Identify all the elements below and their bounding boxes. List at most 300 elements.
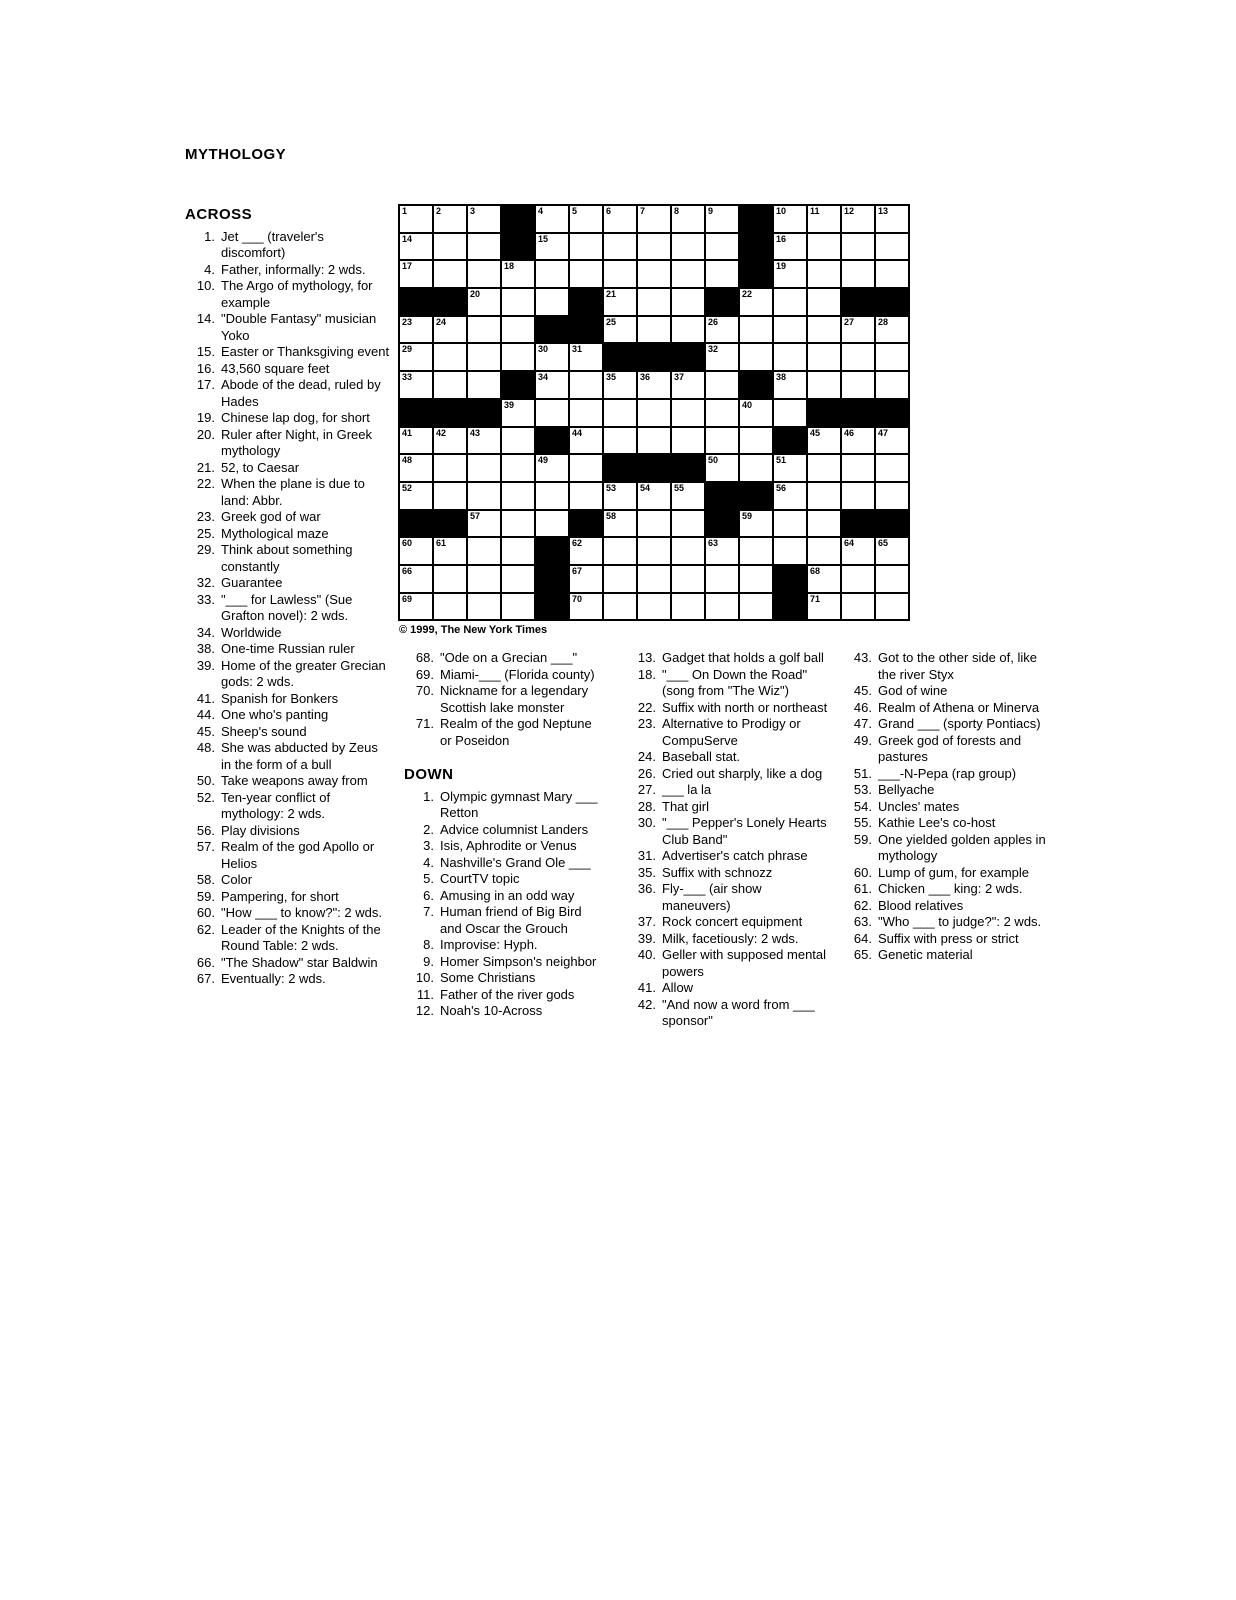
clue-text: Blood relatives — [878, 897, 964, 913]
clue-number: 9. — [423, 953, 434, 969]
grid-cell-r6c1 — [400, 344, 432, 370]
clue-across-22 — [185, 476, 391, 509]
grid-cell-r4c8 — [638, 289, 670, 315]
clue-text: Improvise: Hyph. — [440, 937, 538, 952]
grid-cell-r12c8 — [638, 511, 670, 537]
grid-cell-r11c8 — [638, 483, 670, 509]
grid-cell-r9c10 — [706, 428, 738, 454]
black-cell-r8c13 — [808, 400, 840, 426]
grid-cell-r1c7 — [604, 206, 636, 232]
black-cell-r4c15 — [876, 289, 908, 315]
clue-number: 67. — [196, 971, 215, 986]
cell-number: 54 — [640, 482, 651, 493]
clue-down-4 — [404, 855, 604, 872]
grid-cell-r14c14 — [842, 566, 874, 592]
cell-number: 20 — [470, 289, 481, 300]
clue-number: 4. — [204, 261, 215, 277]
grid-cell-r14c13 — [808, 566, 840, 592]
grid-cell-r8c11 — [740, 400, 772, 426]
grid-cell-r11c7 — [604, 483, 636, 509]
black-cell-r2c11 — [740, 234, 772, 260]
clue-text: Olympic gymnast Mary ___ Retton — [440, 788, 598, 820]
clue-text: Home of the greater Grecian gods: 2 wds. — [221, 657, 386, 689]
grid-cell-r8c7 — [604, 400, 636, 426]
clue-text: Think about something constantly — [221, 542, 353, 574]
clue-down-27 — [626, 782, 830, 799]
black-cell-r11c11 — [740, 483, 772, 509]
grid-cell-r5c9 — [672, 317, 704, 343]
cell-number: 30 — [538, 344, 549, 355]
grid-cell-r7c2 — [434, 372, 466, 398]
grid-cell-r9c9 — [672, 428, 704, 454]
black-cell-r15c12 — [774, 594, 806, 620]
grid-cell-r9c14 — [842, 428, 874, 454]
grid-cell-r3c9 — [672, 261, 704, 287]
grid-cell-r14c3 — [468, 566, 500, 592]
clue-down-18 — [626, 667, 830, 700]
grid-cell-r13c13 — [808, 538, 840, 564]
clue-number: 66. — [196, 954, 215, 970]
clue-across-58 — [185, 872, 391, 889]
grid-cell-r1c5 — [536, 206, 568, 232]
grid-cell-r15c3 — [468, 594, 500, 620]
clue-text: Ten-year conflict of mythology: 2 wds. — [221, 789, 331, 821]
grid-cell-r12c11 — [740, 511, 772, 537]
grid-cell-r12c4 — [502, 511, 534, 537]
grid-cell-r3c5 — [536, 261, 568, 287]
clue-down-23 — [626, 716, 830, 749]
clue-text: One-time Russian ruler — [221, 641, 355, 656]
grid-cell-r12c12 — [774, 511, 806, 537]
clue-number: 57. — [196, 839, 215, 854]
grid-cell-r8c12 — [774, 400, 806, 426]
clue-down-9 — [404, 954, 604, 971]
grid-cell-r15c9 — [672, 594, 704, 620]
grid-cell-r6c12 — [774, 344, 806, 370]
clue-number: 10. — [415, 970, 434, 985]
grid-cell-r9c1 — [400, 428, 432, 454]
grid-cell-r5c1 — [400, 317, 432, 343]
clue-down-6 — [404, 888, 604, 905]
grid-cell-r4c13 — [808, 289, 840, 315]
grid-cell-r7c10 — [706, 372, 738, 398]
down-clue-list-continued — [626, 650, 830, 1030]
grid-cell-r1c14 — [842, 206, 874, 232]
black-cell-r7c11 — [740, 372, 772, 398]
cell-number: 16 — [776, 233, 787, 244]
black-cell-r12c14 — [842, 511, 874, 537]
across-clue-list-continued — [404, 650, 604, 749]
clue-down-46 — [842, 700, 1046, 717]
grid-cell-r3c7 — [604, 261, 636, 287]
cell-number: 64 — [844, 538, 855, 549]
black-cell-r7c4 — [502, 372, 534, 398]
clue-text: Genetic material — [878, 947, 973, 962]
clue-text: "Ode on a Grecian ___" — [440, 650, 578, 665]
clue-text: Uncles' mates — [878, 798, 960, 814]
cell-number: 29 — [402, 344, 413, 355]
clue-number: 53. — [853, 782, 872, 797]
grid-cell-r4c4 — [502, 289, 534, 315]
clue-across-19 — [185, 410, 391, 427]
clue-number: 25. — [196, 525, 215, 541]
clue-text: "The Shadow" star Baldwin — [221, 954, 378, 970]
cell-number: 48 — [402, 455, 413, 466]
clue-number: 38. — [196, 641, 215, 656]
grid-cell-r10c13 — [808, 455, 840, 481]
black-cell-r8c15 — [876, 400, 908, 426]
grid-cell-r3c8 — [638, 261, 670, 287]
clue-number: 52. — [196, 789, 215, 805]
grid-cell-r7c9 — [672, 372, 704, 398]
cell-number: 28 — [878, 316, 889, 327]
clue-text: "___ Pepper's Lonely Hearts Club Band" — [662, 815, 827, 847]
cell-number: 44 — [572, 427, 583, 438]
clue-text: Fly-___ (air show maneuvers) — [662, 881, 762, 913]
grid-cell-r6c4 — [502, 344, 534, 370]
grid-cell-r13c14 — [842, 538, 874, 564]
clue-number: 41. — [637, 980, 656, 995]
clue-number: 22. — [637, 699, 656, 715]
clue-text: Allow — [662, 980, 694, 995]
grid-cell-r10c14 — [842, 455, 874, 481]
clue-number: 64. — [853, 930, 872, 946]
cell-number: 68 — [810, 565, 821, 576]
grid-cell-r10c5 — [536, 455, 568, 481]
clue-text: Amusing in an odd way — [440, 887, 575, 903]
across-clues-column — [185, 207, 391, 988]
grid-cell-r14c8 — [638, 566, 670, 592]
clue-down-63 — [842, 914, 1046, 931]
grid-cell-r3c10 — [706, 261, 738, 287]
grid-cell-r5c3 — [468, 317, 500, 343]
grid-cell-r10c11 — [740, 455, 772, 481]
grid-cell-r15c13 — [808, 594, 840, 620]
clue-text: Kathie Lee's co-host — [878, 815, 996, 830]
clue-across-50 — [185, 773, 391, 790]
black-cell-r10c8 — [638, 455, 670, 481]
grid-cell-r6c5 — [536, 344, 568, 370]
clue-across-67 — [185, 971, 391, 988]
grid-cell-r4c7 — [604, 289, 636, 315]
clue-down-24 — [626, 749, 830, 766]
grid-cell-r1c12 — [774, 206, 806, 232]
clue-text: "Who ___ to judge?": 2 wds. — [878, 914, 1042, 929]
clue-number: 60. — [196, 905, 215, 920]
grid-cell-r10c15 — [876, 455, 908, 481]
clue-number: 18. — [637, 666, 656, 682]
cell-number: 57 — [470, 510, 481, 521]
cell-number: 8 — [674, 206, 680, 216]
black-cell-r6c8 — [638, 344, 670, 370]
clue-number: 47. — [853, 716, 872, 731]
clue-number: 62. — [196, 921, 215, 937]
clue-text: Sheep's sound — [221, 723, 307, 739]
grid-cell-r6c3 — [468, 344, 500, 370]
clue-down-60 — [842, 865, 1046, 882]
grid-cell-r5c11 — [740, 317, 772, 343]
clue-number: 45. — [196, 723, 215, 739]
grid-cell-r15c11 — [740, 594, 772, 620]
clue-number: 36. — [637, 881, 656, 896]
clue-down-64 — [842, 931, 1046, 948]
clue-down-61 — [842, 881, 1046, 898]
clue-down-3 — [404, 838, 604, 855]
cell-number: 52 — [402, 482, 413, 493]
clue-number: 5. — [423, 871, 434, 886]
clue-number: 20. — [196, 426, 215, 442]
cell-number: 40 — [742, 399, 753, 410]
black-cell-r15c5 — [536, 594, 568, 620]
grid-cell-r13c11 — [740, 538, 772, 564]
cell-number: 13 — [878, 206, 889, 216]
cell-number: 70 — [572, 593, 583, 604]
clue-number: 51. — [853, 765, 872, 781]
clue-text: Mythological maze — [221, 525, 329, 541]
black-cell-r4c6 — [570, 289, 602, 315]
clue-down-12 — [404, 1003, 604, 1020]
clue-number: 63. — [853, 914, 872, 929]
clue-text: God of wine — [878, 683, 948, 698]
clue-text: Lump of gum, for example — [878, 864, 1030, 880]
grid-cell-r7c14 — [842, 372, 874, 398]
cell-number: 27 — [844, 316, 855, 327]
black-cell-r8c3 — [468, 400, 500, 426]
down-clue-list-continued — [842, 650, 1046, 964]
grid-cell-r4c12 — [774, 289, 806, 315]
puzzle-title: MYTHOLOGY — [185, 146, 287, 163]
grid-cell-r9c11 — [740, 428, 772, 454]
grid-cell-r1c1 — [400, 206, 432, 232]
clue-number: 8. — [423, 937, 434, 952]
clue-down-5 — [404, 871, 604, 888]
cell-number: 65 — [878, 538, 889, 549]
clue-down-43 — [842, 650, 1046, 683]
clue-across-68 — [404, 650, 604, 667]
cell-number: 63 — [708, 538, 719, 549]
grid-cell-r5c12 — [774, 317, 806, 343]
clue-number: 59. — [196, 888, 215, 904]
cell-number: 26 — [708, 316, 719, 327]
black-cell-r2c4 — [502, 234, 534, 260]
clue-text: Milk, facetiously: 2 wds. — [662, 930, 799, 946]
grid-cell-r2c10 — [706, 234, 738, 260]
clue-number: 7. — [423, 904, 434, 919]
grid-cell-r3c15 — [876, 261, 908, 287]
clue-number: 29. — [196, 542, 215, 557]
grid-cell-r9c4 — [502, 428, 534, 454]
clue-down-11 — [404, 987, 604, 1004]
clue-text: Leader of the Knights of the Round Table: 2 wds. — [221, 921, 381, 953]
cell-number: 21 — [606, 289, 617, 300]
crossword-grid — [398, 204, 910, 621]
clue-number: 23. — [196, 509, 215, 524]
clue-text: That girl — [662, 798, 709, 814]
cell-number: 22 — [742, 289, 753, 300]
grid-cell-r6c11 — [740, 344, 772, 370]
clue-text: Worldwide — [221, 624, 282, 640]
black-cell-r12c10 — [706, 511, 738, 537]
clue-number: 69. — [415, 666, 434, 682]
clue-number: 34. — [196, 624, 215, 640]
grid-cell-r3c1 — [400, 261, 432, 287]
clue-text: Cried out sharply, like a dog — [662, 765, 823, 781]
clue-text: "___ for Lawless" (Sue Grafton novel): 2 wds. — [221, 591, 353, 623]
grid-cell-r11c3 — [468, 483, 500, 509]
clue-text: Greek god of forests and pastures — [878, 732, 1022, 764]
clue-across-45 — [185, 724, 391, 741]
clue-text: Human friend of Big Bird and Oscar the Grouch — [440, 904, 582, 936]
grid-cell-r8c5 — [536, 400, 568, 426]
clue-text: Play divisions — [221, 822, 300, 838]
clue-down-13 — [626, 650, 830, 667]
grid-cell-r15c15 — [876, 594, 908, 620]
clue-text: "Double Fantasy" musician Yoko — [221, 311, 377, 343]
clue-number: 43. — [853, 650, 872, 665]
grid-cell-r12c7 — [604, 511, 636, 537]
clue-text: Spanish for Bonkers — [221, 690, 339, 706]
cell-number: 34 — [538, 372, 549, 383]
clue-across-21 — [185, 460, 391, 477]
grid-cell-r14c4 — [502, 566, 534, 592]
grid-cell-r7c7 — [604, 372, 636, 398]
clue-down-31 — [626, 848, 830, 865]
cell-number: 36 — [640, 372, 651, 383]
grid-cell-r10c4 — [502, 455, 534, 481]
clue-down-47 — [842, 716, 1046, 733]
clue-across-38 — [185, 641, 391, 658]
clue-text: Isis, Aphrodite or Venus — [440, 838, 577, 853]
clue-down-41 — [626, 980, 830, 997]
clue-number: 19. — [196, 410, 215, 425]
cell-number: 17 — [402, 261, 413, 272]
clue-across-14 — [185, 311, 391, 344]
cell-number: 60 — [402, 538, 413, 549]
grid-cell-r9c15 — [876, 428, 908, 454]
clue-number: 61. — [853, 881, 872, 896]
grid-cell-r13c3 — [468, 538, 500, 564]
grid-cell-r15c14 — [842, 594, 874, 620]
grid-cell-r2c3 — [468, 234, 500, 260]
cell-number: 43 — [470, 427, 481, 438]
clue-down-30 — [626, 815, 830, 848]
clue-number: 11. — [416, 986, 434, 1002]
clue-number: 15. — [196, 344, 215, 359]
clue-across-70 — [404, 683, 604, 716]
clue-text: Take weapons away from — [221, 773, 368, 788]
clue-text: Realm of the god Apollo or Helios — [221, 839, 375, 871]
cell-number: 71 — [810, 593, 821, 604]
cell-number: 23 — [402, 316, 413, 327]
grid-cell-r6c2 — [434, 344, 466, 370]
clue-down-45 — [842, 683, 1046, 700]
cell-number: 39 — [504, 399, 515, 410]
clue-across-52 — [185, 790, 391, 823]
clue-number: 22. — [196, 476, 215, 491]
black-cell-r12c15 — [876, 511, 908, 537]
grid-cell-r13c8 — [638, 538, 670, 564]
grid-cell-r10c2 — [434, 455, 466, 481]
grid-cell-r13c9 — [672, 538, 704, 564]
clue-text: 52, to Caesar — [221, 459, 300, 475]
clue-text: Baseball stat. — [662, 749, 741, 764]
cell-number: 10 — [776, 206, 787, 216]
clue-number: 27. — [637, 782, 656, 797]
grid-cell-r7c13 — [808, 372, 840, 398]
clue-across-34 — [185, 625, 391, 642]
clue-across-56 — [185, 823, 391, 840]
cell-number: 33 — [402, 372, 413, 383]
cell-number: 49 — [538, 455, 549, 466]
grid-cell-r4c9 — [672, 289, 704, 315]
black-cell-r9c5 — [536, 428, 568, 454]
grid-cell-r4c3 — [468, 289, 500, 315]
clue-down-55 — [842, 815, 1046, 832]
grid-cell-r15c7 — [604, 594, 636, 620]
grid-cell-r14c9 — [672, 566, 704, 592]
grid-cell-r2c13 — [808, 234, 840, 260]
clue-text: She was abducted by Zeus in the form of a bull — [221, 740, 378, 772]
grid-cell-r6c10 — [706, 344, 738, 370]
clues-column-3 — [626, 650, 830, 1030]
clue-number: 44. — [196, 707, 215, 722]
grid-cell-r13c15 — [876, 538, 908, 564]
clue-number: 24. — [637, 749, 656, 764]
grid-cell-r5c14 — [842, 317, 874, 343]
clue-across-60 — [185, 905, 391, 922]
clue-number: 42. — [637, 996, 656, 1012]
clue-across-10 — [185, 278, 391, 311]
clue-text: Advertiser's catch phrase — [662, 848, 808, 863]
clue-number: 2. — [423, 821, 434, 837]
clue-number: 39. — [196, 657, 215, 673]
grid-cell-r5c8 — [638, 317, 670, 343]
black-cell-r13c5 — [536, 538, 568, 564]
grid-cell-r11c1 — [400, 483, 432, 509]
clue-down-59 — [842, 832, 1046, 865]
grid-cell-r12c3 — [468, 511, 500, 537]
black-cell-r14c12 — [774, 566, 806, 592]
clue-text: Chicken ___ king: 2 wds. — [878, 881, 1023, 896]
grid-cell-r8c8 — [638, 400, 670, 426]
clue-across-41 — [185, 691, 391, 708]
grid-cell-r12c9 — [672, 511, 704, 537]
grid-cell-r7c8 — [638, 372, 670, 398]
clue-number: 46. — [853, 699, 872, 715]
clue-text: Homer Simpson's neighbor — [440, 953, 597, 969]
grid-cell-r13c12 — [774, 538, 806, 564]
clue-text: Guarantee — [221, 575, 283, 590]
clue-across-62 — [185, 922, 391, 955]
clue-across-66 — [185, 955, 391, 972]
black-cell-r5c5 — [536, 317, 568, 343]
cell-number: 67 — [572, 565, 583, 576]
clue-text: Greek god of war — [221, 509, 321, 524]
cell-number: 45 — [810, 427, 821, 438]
grid-cell-r15c8 — [638, 594, 670, 620]
grid-cell-r10c12 — [774, 455, 806, 481]
clue-down-40 — [626, 947, 830, 980]
clue-number: 39. — [637, 930, 656, 946]
grid-cell-r2c7 — [604, 234, 636, 260]
grid-cell-r1c6 — [570, 206, 602, 232]
grid-cell-r5c7 — [604, 317, 636, 343]
clue-number: 70. — [415, 683, 434, 698]
grid-cell-r13c6 — [570, 538, 602, 564]
grid-cell-r15c4 — [502, 594, 534, 620]
grid-cell-r1c13 — [808, 206, 840, 232]
grid-cell-r7c5 — [536, 372, 568, 398]
